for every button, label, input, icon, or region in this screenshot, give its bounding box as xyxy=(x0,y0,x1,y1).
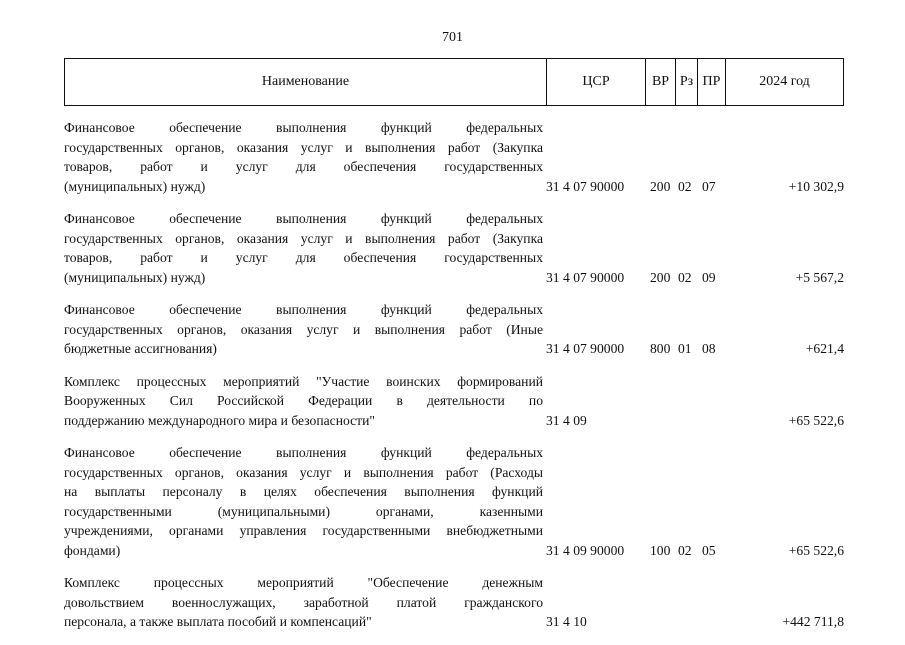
row-name-line: государственных органов, оказания услуг и выполнения работ (Расходы xyxy=(64,464,543,480)
row-csr: 31 4 09 xyxy=(546,412,587,428)
row-pr: 08 xyxy=(702,341,716,356)
row-amount: +442 711,8 xyxy=(782,614,844,629)
row-name-line: (муниципальных) нужд) xyxy=(64,269,206,285)
row-name-line: государственными (муниципальными) органами, казенными xyxy=(64,503,543,519)
row-name-line: довольствием военнослужащих, заработной платой гражданского xyxy=(64,594,543,610)
page-number: 701 xyxy=(442,30,463,45)
table-row xyxy=(64,443,844,560)
row-name xyxy=(64,118,543,196)
row-name-line: Финансовое обеспечение выполнения функций федеральных xyxy=(64,211,543,226)
row-rz: 02 xyxy=(678,269,692,285)
table-header xyxy=(64,58,844,106)
row-rz: 02 xyxy=(678,178,692,194)
row-name-line: товаров, работ и услуг для обеспечения государственных xyxy=(64,250,543,265)
row-name-line: Комплекс процессных мероприятий "Участие воинских формирований xyxy=(64,373,543,389)
header-pr: ПР xyxy=(698,59,726,105)
row-csr: 31 4 07 90000 xyxy=(546,341,625,356)
row-name-line: фондами) xyxy=(64,542,121,558)
header-name: Наименование xyxy=(65,59,547,105)
row-amount: +65 522,6 xyxy=(788,542,844,558)
row-name-line: на выплаты персоналу в целях обеспечения выполнения функций xyxy=(64,484,543,499)
row-name-line: бюджетные ассигнования) xyxy=(64,341,217,356)
row-amount: +5 567,2 xyxy=(795,269,844,285)
row-csr: 31 4 09 90000 xyxy=(546,542,625,558)
row-csr: 31 4 07 90000 xyxy=(546,178,625,194)
table-row xyxy=(64,300,844,359)
row-name-line: учреждениями, органами управления государственными внебюджетными xyxy=(64,523,543,538)
row-pr: 07 xyxy=(702,178,716,194)
row-amount: +621,4 xyxy=(805,341,844,356)
row-csr: 31 4 07 90000 xyxy=(546,269,625,285)
row-name-line: Финансовое обеспечение выполнения функций федеральных xyxy=(64,445,543,460)
row-name-line: (муниципальных) нужд) xyxy=(64,178,206,194)
row-name-line: государственных органов, оказания услуг и выполнения работ (Иные xyxy=(64,321,543,337)
row-vr: 200 xyxy=(650,178,671,194)
row-name-line: Финансовое обеспечение выполнения функций федеральных xyxy=(64,120,543,135)
header-vr: ВР xyxy=(646,59,676,105)
row-pr: 05 xyxy=(702,542,716,558)
row-name xyxy=(64,372,543,431)
row-amount: +10 302,9 xyxy=(788,178,844,194)
row-name xyxy=(64,209,543,287)
row-name-line: государственных органов, оказания услуг и выполнения работ (Закупка xyxy=(64,230,543,246)
row-pr: 09 xyxy=(702,269,716,285)
row-amount: +65 522,6 xyxy=(788,412,844,428)
row-rz: 01 xyxy=(678,341,692,356)
row-rz: 02 xyxy=(678,542,692,558)
row-vr: 100 xyxy=(650,542,671,558)
table-row xyxy=(64,573,844,632)
header-rz: Рз xyxy=(676,59,698,105)
table-body xyxy=(64,118,844,645)
table-row xyxy=(64,209,844,287)
row-name-line: Комплекс процессных мероприятий "Обеспечение денежным xyxy=(64,575,543,590)
row-vr: 200 xyxy=(650,269,671,285)
row-name xyxy=(64,300,543,359)
row-name-line: поддержанию международного мира и безопасности" xyxy=(64,412,375,428)
row-name xyxy=(64,443,543,560)
row-name xyxy=(64,573,543,632)
row-csr: 31 4 10 xyxy=(546,614,587,629)
row-name-line: Вооруженных Сил Российской Федерации в деятельности по xyxy=(64,393,543,408)
table-row xyxy=(64,118,844,196)
row-name-line: Финансовое обеспечение выполнения функций федеральных xyxy=(64,302,543,317)
row-vr: 800 xyxy=(650,341,671,356)
row-name-line: государственных органов, оказания услуг и выполнения работ (Закупка xyxy=(64,139,543,155)
row-name-line: товаров, работ и услуг для обеспечения государственных xyxy=(64,159,543,174)
row-name-line: персонала, а также выплата пособий и компенсаций" xyxy=(64,614,372,629)
table-row xyxy=(64,372,844,431)
header-year: 2024 год xyxy=(759,74,810,89)
header-csr: ЦСР xyxy=(547,59,646,105)
